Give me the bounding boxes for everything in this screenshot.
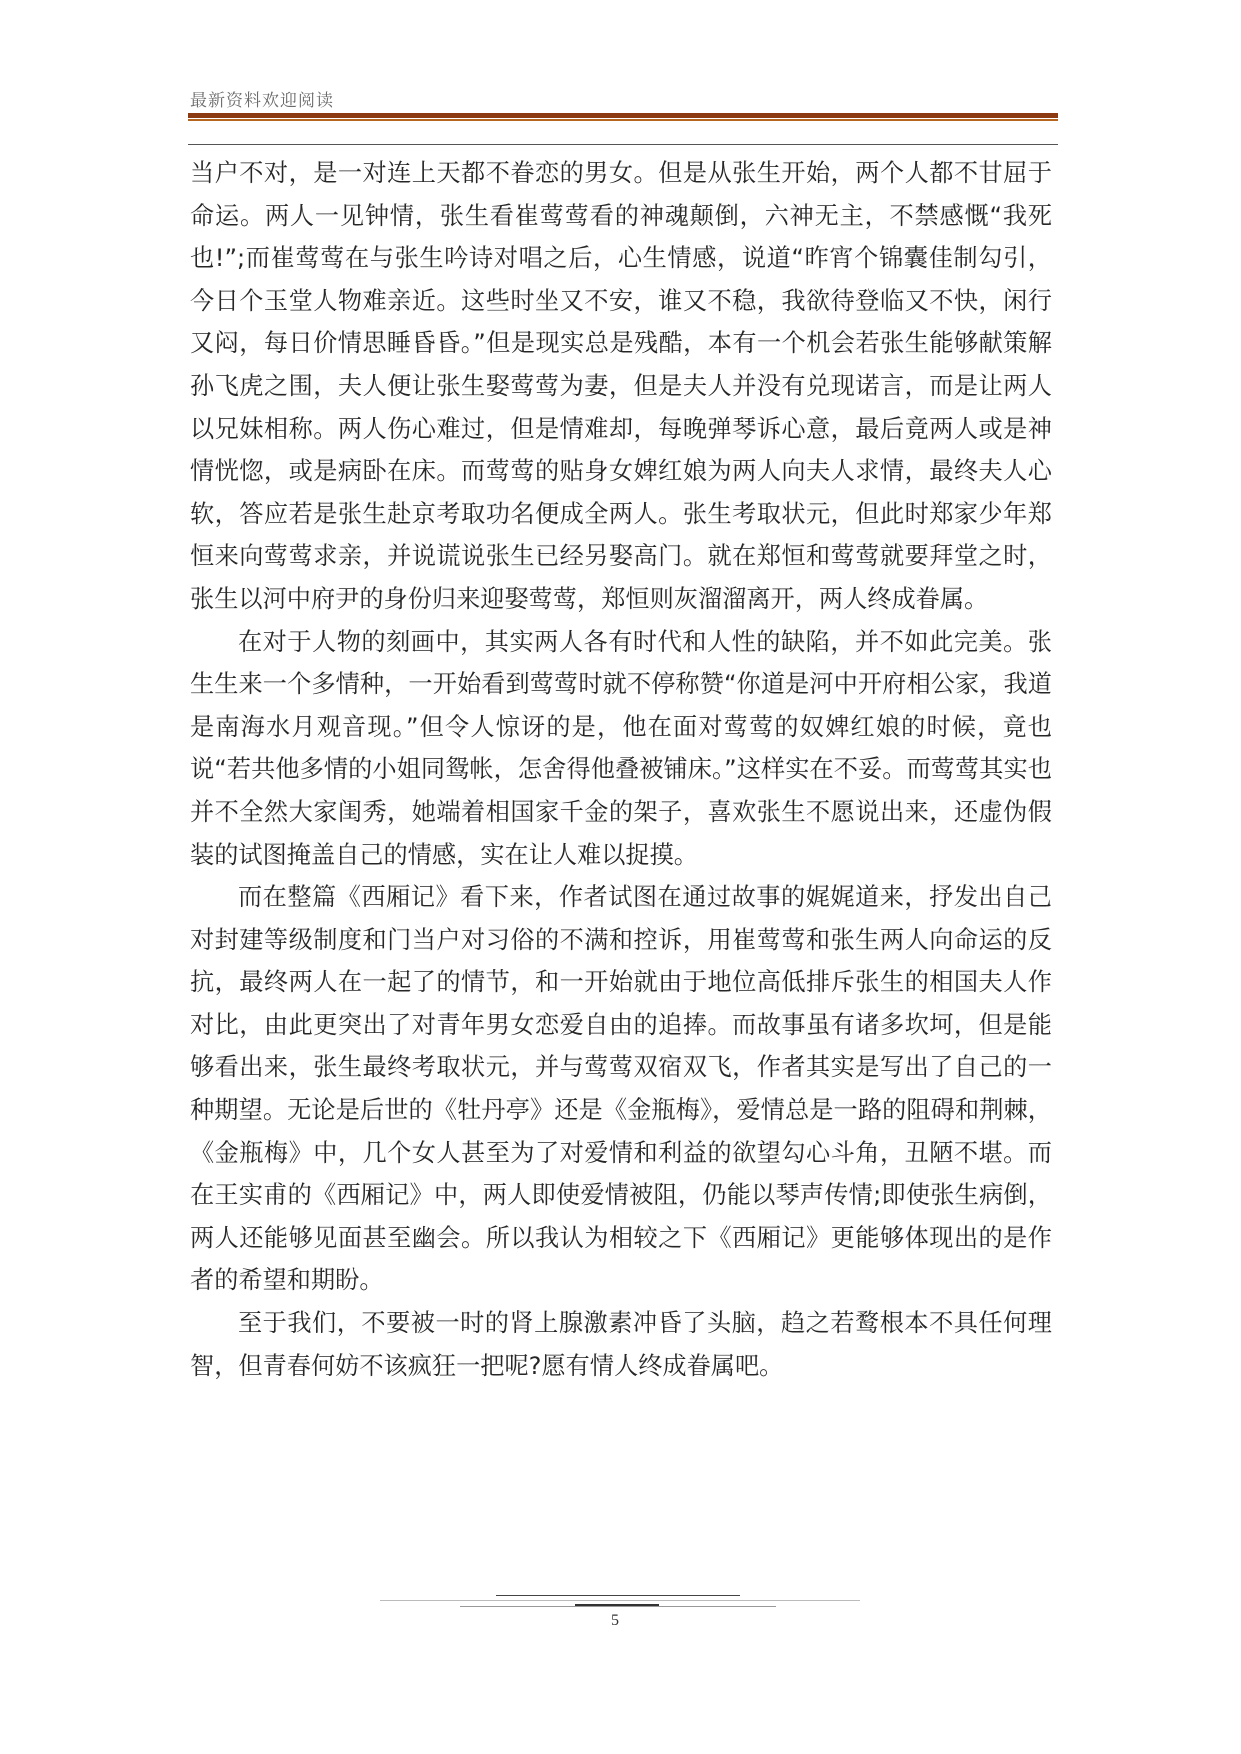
footer-rule-2 (380, 1600, 860, 1601)
document-body (190, 152, 1052, 1387)
paragraph-2: 在对于人物的刻画中，其实两人各有时代和人性的缺陷，并不如此完美。张生生来一个多情种，一开始看到莺莺时就不停称赞“你道是河中开府相公家，我道是南海水月观音现。”但令人惊讶的是，他在面对莺莺的奴婢红娘的时候，竟也说“若共他多情的小姐同鸳帐，怎舍得他叠被铺床。”这样实在不妥。而莺莺其实也并不全然大家闺秀，她端着相国家千金的架子，喜欢张生不愿说出来，还虚伪假装的试图掩盖自己的情感，实在让人难以捉摸。 (190, 627, 1052, 869)
header-title: 最新资料欢迎阅读 (190, 91, 334, 111)
header-rule-thin (188, 144, 1058, 145)
page-number: 5 (611, 1612, 619, 1629)
header-rule-thick (188, 113, 1058, 118)
footer-rule-3 (460, 1606, 776, 1607)
paragraph-4: 至于我们，不要被一时的肾上腺激素冲昏了头脑，趋之若鹜根本不具任何理智，但青春何妨不该疯狂一把呢?愿有情人终成眷属吧。 (190, 1309, 1052, 1380)
paragraph-1: 当户不对，是一对连上天都不眷恋的男女。但是从张生开始，两个人都不甘屈于命运。两人一见钟情，张生看崔莺莺看的神魂颠倒，六神无主，不禁感慨“我死也!”;而崔莺莺在与张生吟诗对唱之后，心生情感，说道“昨宵个锦囊佳制勾引，今日个玉堂人物难亲近。这些时坐又不安，谁又不稳，我欲待登临又不快，闲行又闷，每日价情思睡昏昏。”但是现实总是残酷，本有一个机会若张生能够献策解孙飞虎之围，夫人便让张生娶莺莺为妻，但是夫人并没有兑现诺言，而是让两人以兄妹相称。两人伤心难过，但是情难却，每晚弹琴诉心意，最后竟两人或是神情恍惚，或是病卧在床。而莺莺的贴身女婢红娘为两人向夫人求情，最终夫人心软，答应若是张生赴京考取功名便成全两人。张生考取状元，但此时郑家少年郑恒来向莺莺求亲，并说谎说张生已经另娶高门。就在郑恒和莺莺就要拜堂之时，张生以河中府尹的身份归来迎娶莺莺，郑恒则灰溜溜离开，两人终成眷属。 (190, 159, 1052, 613)
footer-rule-4 (575, 1604, 659, 1606)
paragraph-3: 而在整篇《西厢记》看下来，作者试图在通过故事的娓娓道来，抒发出自己对封建等级制度和门当户对习俗的不满和控诉，用崔莺莺和张生两人向命运的反抗，最终两人在一起了的情节，和一开始就由于地位高低排斥张生的相国夫人作对比，由此更突出了对青年男女恋爱自由的追捧。而故事虽有诸多坎坷，但是能够看出来，张生最终考取状元，并与莺莺双宿双飞，作者其实是写出了自己的一种期望。无论是后世的《牡丹亭》还是《金瓶梅》，爱情总是一路的阻碍和荆棘，《金瓶梅》中，几个女人甚至为了对爱情和利益的欲望勾心斗角，丑陋不堪。而在王实甫的《西厢记》中，两人即使爱情被阻，仍能以琴声传情;即使张生病倒，两人还能够见面甚至幽会。所以我认为相较之下《西厢记》更能够体现出的是作者的希望和期盼。 (190, 883, 1052, 1295)
header-rule-accent (188, 119, 1058, 121)
footer-rule-1 (496, 1595, 740, 1596)
